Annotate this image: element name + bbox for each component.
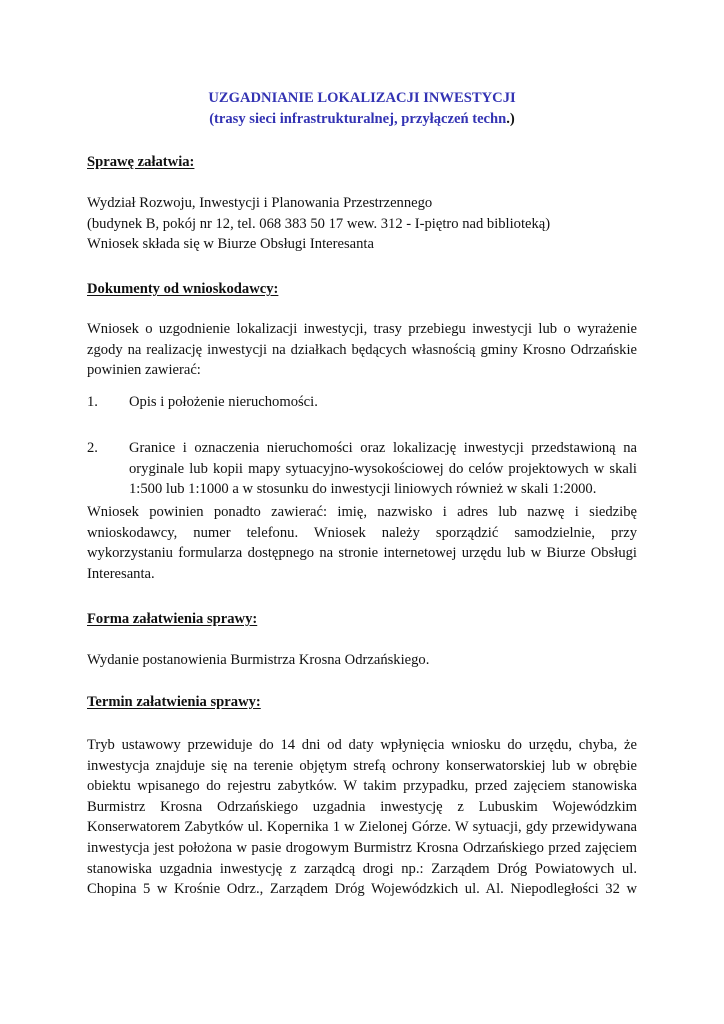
title-line-2 <box>87 109 637 130</box>
documents-after-line: Interesanta. <box>87 565 155 582</box>
handled-by-text <box>87 193 637 255</box>
documents-intro-line: powinien zawierać: <box>87 362 201 379</box>
deadline-line: Burmistrz Krosna Odrzańskiego uzgadnia inwestycję z Lubuskim Wojewódzkim <box>87 798 637 815</box>
heading-documents: Dokumenty od wnioskodawcy: <box>87 281 279 297</box>
documents-after-line: wykorzystaniu formularza dostępnego na stronie internetowej urzędu lub w Biurze Obsługi <box>87 545 637 562</box>
document-title <box>87 88 637 130</box>
deadline-line: stanowiska uzgadnia inwestycję z zarządcą drogi np.: Zarządem Dróg Powiatowych ul. <box>87 860 637 877</box>
deadline-line: inwestycja jest położona w pasie drogowym Burmistrz Krosna Odrzańskiego przed zajęciem <box>87 839 637 856</box>
deadline-line: inwestycja znajduje się na terenie objętym strefą ochrony konserwatorskiej lub w obrębie <box>87 757 637 774</box>
documents-after-line: Wniosek powinien ponadto zawierać: imię, nazwisko i adres lub nazwę i siedzibę <box>87 504 637 520</box>
deadline-text <box>87 735 637 900</box>
list-item-line: 1:500 lub 1:1000 a w stosunku do inwestycji liniowych również w skali 1:2000. <box>129 481 597 498</box>
deadline-line: Chopina 5 w Krośnie Odrz., Zarządem Dróg Wojewódzkich ul. Al. Niepodległości 32 w <box>87 881 637 898</box>
heading-handled-by: Sprawę załatwia: <box>87 154 195 170</box>
list-item-number: 1. <box>87 394 98 410</box>
heading-form: Forma załatwienia sprawy: <box>87 611 258 627</box>
documents-after-text <box>87 502 637 584</box>
list-item-line: Granice i oznaczenia nieruchomości oraz lokalizację inwestycji przedstawioną na <box>129 440 637 456</box>
documents-intro-line: Wniosek o uzgodnienie lokalizacji inwestycji, trasy przebiegu inwestycji lub o wyrażenie <box>87 321 637 337</box>
list-item-line: oryginale lub kopii mapy sytuacyjno-wysokościowej do celów projektowych w skali <box>129 460 637 477</box>
deadline-line: obiektu wpisanego do rejestru zabytków. W takim przypadku, przed zajęciem stanowiska <box>87 778 637 795</box>
list-item-text <box>129 392 637 413</box>
handled-by-line: (budynek B, pokój nr 12, tel. 068 383 50 17 wew. 312 - I-piętro nad biblioteką) <box>87 215 551 232</box>
deadline-line: Tryb ustawowy przewiduje do 14 dni od daty wpłynięcia wniosku do urzędu, chyba, że <box>87 737 637 753</box>
list-item-number: 2. <box>87 440 98 456</box>
documents-intro <box>87 319 637 381</box>
list-item-line: Opis i położenie nieruchomości. <box>129 394 318 410</box>
form-text: Wydanie postanowienia Burmistrza Krosna Odrzańskiego. <box>87 652 430 668</box>
handled-by-line: Wydział Rozwoju, Inwestycji i Planowania Przestrzennego <box>87 195 433 211</box>
title-line-1: UZGADNIANIE LOKALIZACJI INWESTYCJI <box>208 90 516 106</box>
deadline-line: Konserwatorem Zabytków ul. Kopernika 1 w Zielonej Górze. W sytuacji, gdy przewidywana <box>87 819 637 836</box>
heading-deadline: Termin załatwienia sprawy: <box>87 694 261 710</box>
title-line-2-end: .) <box>506 111 515 127</box>
title-line-2-main: (trasy sieci infrastrukturalnej, przyłączeń techn <box>209 111 507 127</box>
documents-after-line: wnioskodawcy, numer telefonu. Wniosek należy sporządzić samodzielnie, przy <box>87 524 637 541</box>
handled-by-line: Wniosek składa się w Biurze Obsługi Interesanta <box>87 236 374 253</box>
documents-intro-line: zgody na realizację inwestycji na działkach będących własnością gminy Krosno Odrzańskie <box>87 341 637 358</box>
list-item-text <box>129 438 637 500</box>
